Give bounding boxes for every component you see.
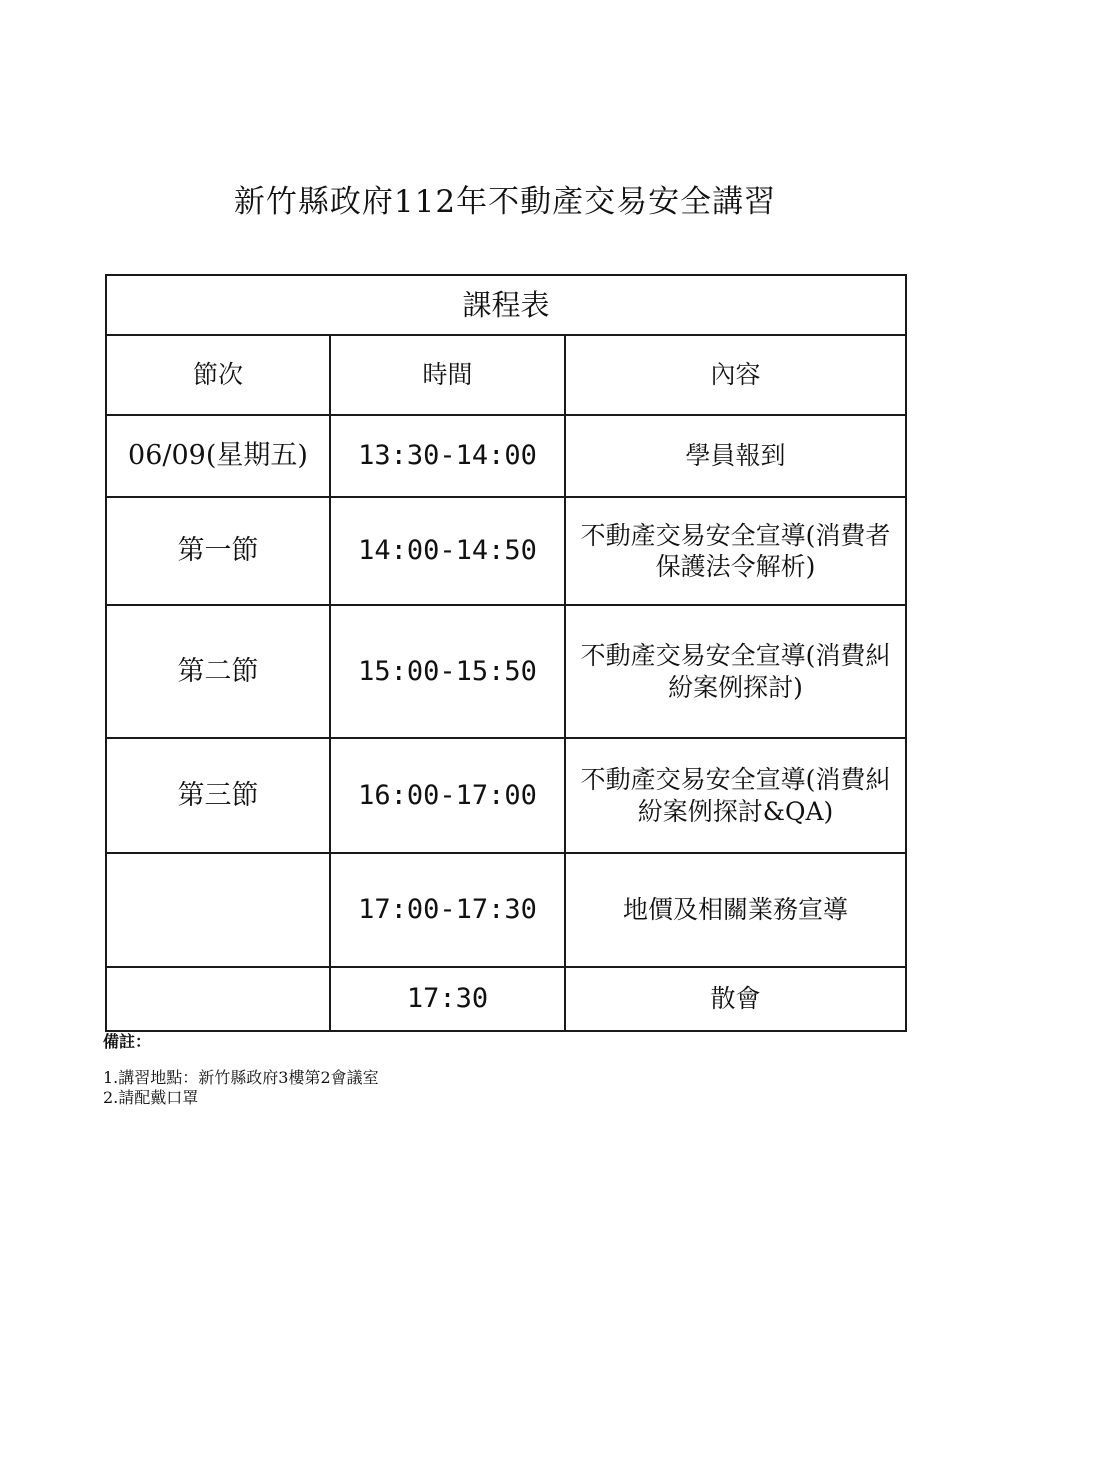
table-caption: 課程表 — [106, 275, 906, 335]
table-row — [106, 967, 906, 1031]
session-cell — [106, 967, 330, 1031]
session-cell: 第二節 — [106, 605, 330, 738]
time-cell: 15:00-15:50 — [330, 605, 565, 738]
page-title: 新竹縣政府112年不動產交易安全講習 — [233, 184, 777, 220]
notes-section — [103, 1032, 379, 1108]
content-cell: 不動產交易安全宣導(消費糾紛案例探討) — [565, 605, 906, 738]
session-cell: 第一節 — [106, 497, 330, 605]
session-cell: 06/09(星期五) — [106, 415, 330, 497]
time-cell: 17:30 — [330, 967, 565, 1031]
content-cell: 學員報到 — [565, 415, 906, 497]
content-cell: 散會 — [565, 967, 906, 1031]
time-cell: 13:30-14:00 — [330, 415, 565, 497]
table-row — [106, 415, 906, 497]
note-item: 1.講習地點：新竹縣政府3樓第2會議室 — [103, 1068, 379, 1087]
column-header-content: 內容 — [565, 335, 906, 415]
time-cell: 14:00-14:50 — [330, 497, 565, 605]
table-row — [106, 605, 906, 738]
table-row — [106, 738, 906, 853]
session-cell — [106, 853, 330, 967]
table-caption-row — [106, 275, 906, 335]
schedule-table — [105, 274, 907, 1032]
column-header-time: 時間 — [330, 335, 565, 415]
column-header-session: 節次 — [106, 335, 330, 415]
table-row — [106, 497, 906, 605]
notes-label: 備註： — [103, 1032, 152, 1051]
content-cell: 不動產交易安全宣導(消費者保護法令解析) — [565, 497, 906, 605]
time-cell: 17:00-17:30 — [330, 853, 565, 967]
note-item: 2.請配戴口罩 — [103, 1088, 199, 1107]
content-cell: 地價及相關業務宣導 — [565, 853, 906, 967]
table-header-row — [106, 335, 906, 415]
table-row — [106, 853, 906, 967]
time-cell: 16:00-17:00 — [330, 738, 565, 853]
session-cell: 第三節 — [106, 738, 330, 853]
content-cell: 不動產交易安全宣導(消費糾紛案例探討&QA) — [565, 738, 906, 853]
